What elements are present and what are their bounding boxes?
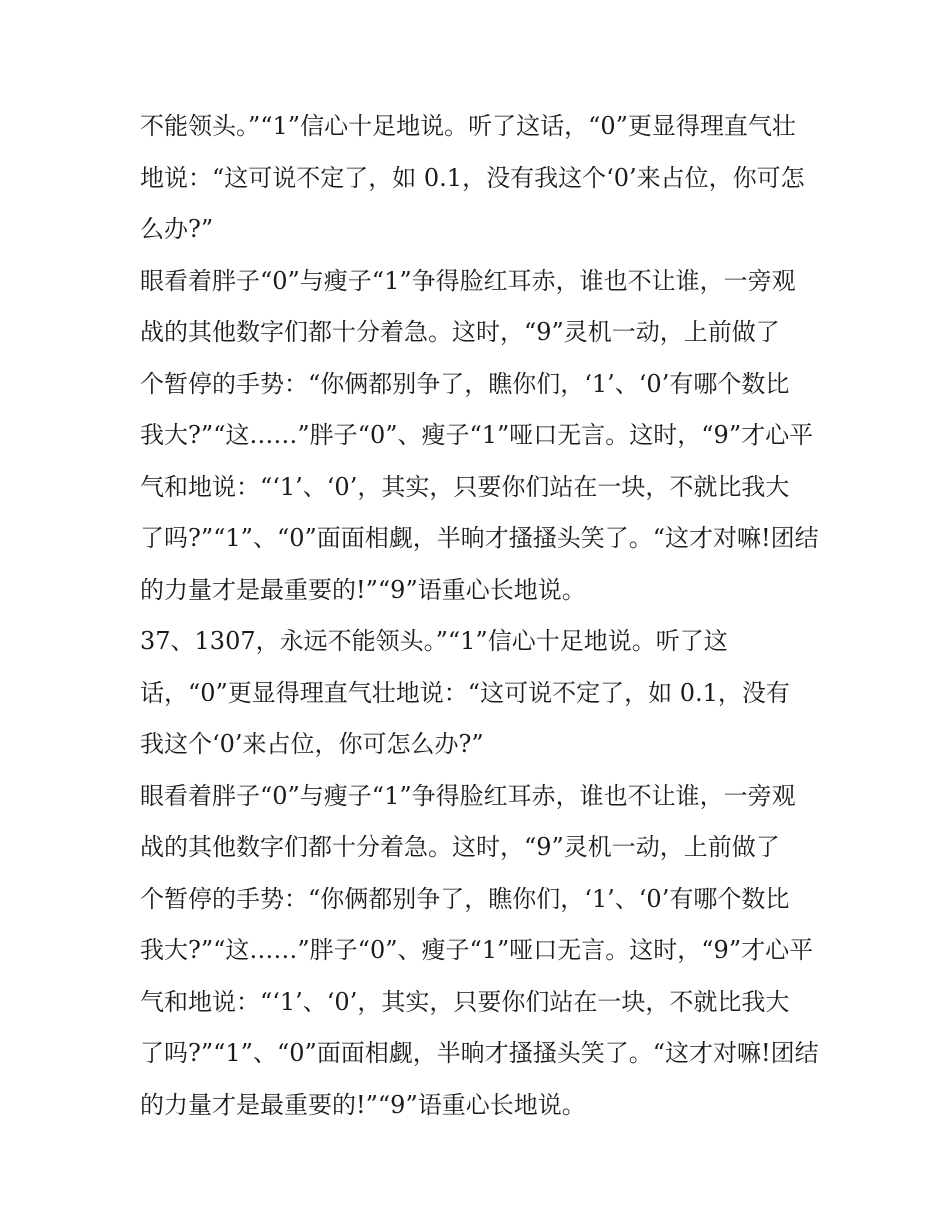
text-line: 个暂停的手势：“你俩都别争了，瞧你们，‘1’、‘0’有哪个数比	[140, 884, 790, 913]
text-line: 我这个‘0’来占位，你可怎么办?”	[140, 730, 484, 758]
text-line: 气和地说：“‘1’、‘0’，其实，只要你们站在一块，不就比我大	[140, 987, 790, 1016]
text-line: 我大?”“这……”胖子“0”、瘦子“1”哑口无言。这时，“9”才心平	[140, 421, 814, 449]
text-line: 战的其他数字们都十分着急。这时，“9”灵机一动，上前做了	[140, 833, 780, 861]
text-line: 不能领头。”“1”信心十足地说。听了这话，“0”更显得理直气壮	[140, 112, 796, 140]
text-line: 的力量才是最重要的!”“9”语重心长地说。	[140, 1090, 586, 1119]
text-line: 37、1307，永远不能领头。”“1”信心十足地说。听了这	[140, 627, 728, 655]
text-line: 的力量才是最重要的!”“9”语重心长地说。	[140, 575, 586, 604]
text-line: 了吗?”“1”、“0”面面相觑，半晌才搔搔头笑了。“这才对嘛!团结	[140, 1039, 819, 1067]
text-line: 了吗?”“1”、“0”面面相觑，半晌才搔搔头笑了。“这才对嘛!团结	[140, 524, 819, 552]
text-line: 地说：“这可说不定了，如 0.1，没有我这个‘0’来占位，你可怎	[140, 163, 805, 192]
text-line: 话，“0”更显得理直气壮地说：“这可说不定了，如 0.1，没有	[140, 678, 790, 707]
text-line: 战的其他数字们都十分着急。这时，“9”灵机一动，上前做了	[140, 318, 780, 346]
text-line: 么办?”	[140, 215, 214, 243]
text-line: 个暂停的手势：“你俩都别争了，瞧你们，‘1’、‘0’有哪个数比	[140, 369, 790, 398]
text-line: 我大?”“这……”胖子“0”、瘦子“1”哑口无言。这时，“9”才心平	[140, 936, 814, 964]
document-body	[140, 101, 830, 1131]
text-line: 气和地说：“‘1’、‘0’，其实，只要你们站在一块，不就比我大	[140, 472, 790, 501]
text-line: 眼看着胖子“0”与瘦子“1”争得脸红耳赤，谁也不让谁，一旁观	[140, 781, 796, 810]
text-line: 眼看着胖子“0”与瘦子“1”争得脸红耳赤，谁也不让谁，一旁观	[140, 266, 796, 295]
